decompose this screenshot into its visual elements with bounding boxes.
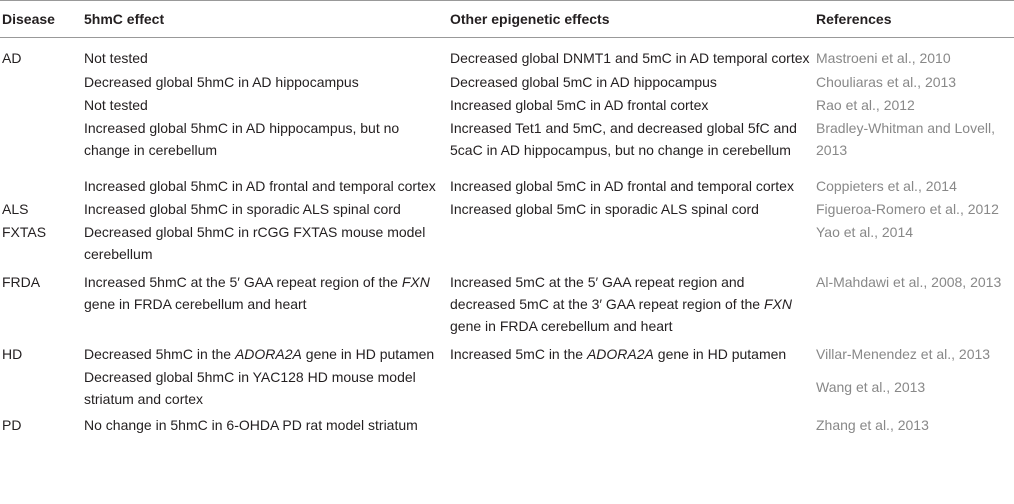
disease-cell: HD [2, 346, 23, 362]
other-cell: Increased global 5mC in AD frontal and temporal cortex [450, 178, 794, 194]
effect-cell: No change in 5hmC in 6-OHDA PD rat model striatum [84, 417, 418, 433]
disease-cell: AD [2, 50, 22, 66]
effect-cell: Decreased global 5hmC in AD hippocampus [84, 74, 359, 90]
disease-cell [0, 69, 82, 93]
disease-cell: ALS [2, 201, 29, 217]
disease-cell: PD [2, 417, 22, 433]
reference-cell: Figueroa-Romero et al., 2012 [816, 201, 999, 217]
other-cell [448, 410, 814, 436]
gene-name-adora2a: ADORA2A [586, 346, 654, 362]
table-row [0, 365, 1014, 410]
other-cell: Increased global 5mC in sporadic ALS spinal cord [450, 201, 759, 217]
effect-cell: Not tested [84, 97, 148, 113]
disease-cell [0, 365, 82, 410]
reference-cell: Coppieters et al., 2014 [816, 178, 957, 194]
effect-cell: Increased global 5hmC in sporadic ALS spinal cord [84, 201, 401, 217]
gene-name-adora2a: ADORA2A [234, 346, 302, 362]
header-row [0, 1, 1014, 38]
other-cell [448, 220, 814, 265]
disease-cell: FRDA [2, 274, 41, 290]
table-row [0, 38, 1014, 70]
effect-cell: Not tested [84, 50, 148, 66]
effect-cell: Decreased 5hmC in the ADORA2A gene in HD putamen [84, 346, 435, 362]
table-row [0, 265, 1014, 337]
reference-cell: Rao et al., 2012 [816, 97, 915, 113]
header-other-effects: Other epigenetic effects [448, 1, 814, 38]
header-5hmc-effect: 5hmC effect [82, 1, 448, 38]
reference-cell: Villar-Menendez et al., 2013 [816, 346, 991, 362]
table-row [0, 116, 1014, 161]
gene-name-fxn: FXN [763, 296, 792, 312]
reference-cell: Al-Mahdawi et al., 2008, 2013 [816, 274, 1002, 290]
effect-cell: Decreased global 5hmC in YAC128 HD mouse model striatum and cortex [84, 369, 416, 407]
gene-name-fxn: FXN [401, 274, 430, 290]
other-cell: Increased 5mC at the 5′ GAA repeat region and decreased 5mC at the 3′ GAA repeat region of the FXN gene in FRDA cerebellum and heart [450, 274, 792, 334]
other-cell: Increased global 5mC in AD frontal cortex [450, 97, 709, 113]
other-cell: Increased 5mC in the ADORA2A gene in HD putamen [450, 346, 787, 362]
reference-cell: Chouliaras et al., 2013 [816, 74, 957, 90]
disease-cell [0, 116, 82, 161]
table-row [0, 161, 1014, 197]
table-row [0, 69, 1014, 93]
other-cell: Decreased global DNMT1 and 5mC in AD temporal cortex [450, 50, 810, 66]
effect-cell: Increased 5hmC at the 5′ GAA repeat region of the FXN gene in FRDA cerebellum and heart [84, 274, 430, 312]
other-cell: Decreased global 5mC in AD hippocampus [450, 74, 717, 90]
table-row [0, 220, 1014, 265]
table-row [0, 337, 1014, 365]
disease-cell [0, 161, 82, 197]
reference-cell: Wang et al., 2013 [816, 379, 926, 395]
effect-cell: Decreased global 5hmC in rCGG FXTAS mouse model cerebellum [84, 224, 426, 262]
other-cell: Increased Tet1 and 5mC, and decreased global 5fC and 5caC in AD hippocampus, but no change in cerebellum [450, 120, 797, 158]
reference-cell: Yao et al., 2014 [816, 224, 914, 240]
effect-cell: Increased global 5hmC in AD hippocampus, but no change in cerebellum [84, 120, 400, 158]
table-row [0, 197, 1014, 220]
header-references: References [814, 1, 1014, 38]
reference-cell: Mastroeni et al., 2010 [816, 50, 951, 66]
disease-cell [0, 93, 82, 116]
disease-cell: FXTAS [2, 224, 47, 240]
table-row [0, 410, 1014, 436]
reference-cell: Bradley-Whitman and Lovell, 2013 [816, 120, 995, 158]
table-row [0, 93, 1014, 116]
effect-cell: Increased global 5hmC in AD frontal and temporal cortex [84, 178, 436, 194]
reference-cell: Zhang et al., 2013 [816, 417, 929, 433]
header-disease: Disease [0, 1, 82, 38]
other-cell [448, 365, 814, 410]
